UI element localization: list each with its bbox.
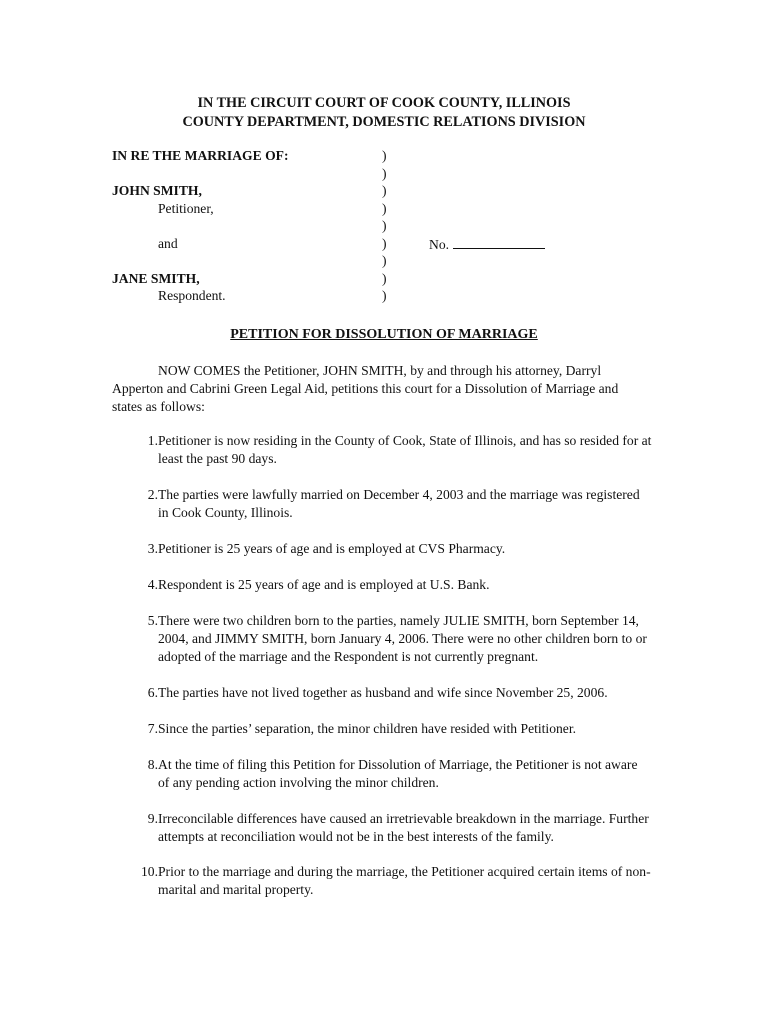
and-label: and	[158, 235, 178, 251]
item-text: The parties were lawfully married on December 4, 2003 and the marriage was registered in Cook County, Illinois.	[158, 487, 640, 520]
item-number: 2.	[147, 487, 158, 502]
caption-paren: )	[382, 218, 387, 233]
item-text: At the time of filing this Petition for Dissolution of Marriage, the Petitioner is not aware of any pending action involving the minor children.	[158, 757, 638, 790]
docket-blank-line	[453, 235, 545, 249]
petitioner-name: JOHN SMITH,	[112, 183, 202, 198]
caption-paren: )	[382, 148, 387, 163]
item-number: 6.	[147, 685, 158, 700]
document-title: PETITION FOR DISSOLUTION OF MARRIAGE	[230, 327, 538, 342]
item-number: 4.	[147, 577, 158, 592]
item-number: 5.	[147, 613, 158, 628]
case-caption	[112, 147, 592, 305]
caption-paren: )	[382, 165, 387, 181]
court-line-2: COUNTY DEPARTMENT, DOMESTIC RELATIONS DIVISION	[182, 114, 586, 130]
item-text: There were two children born to the parties, namely JULIE SMITH, born September 14, 2004, and JIMMY SMITH, born January 4, 2006. There were no other children born to or adopted of the marriage and the Respondent is not currently pregnant.	[158, 613, 647, 664]
item-number: 3.	[147, 541, 158, 556]
caption-paren: )	[382, 253, 387, 268]
respondent-name: JANE SMITH,	[112, 270, 200, 286]
docket-label: No.	[429, 236, 450, 252]
item-number: 1.	[147, 433, 158, 448]
item-text: Irreconcilable differences have caused an irretrievable breakdown in the marriage. Further attempts at reconciliation would not be in the best interests of the family.	[158, 811, 649, 844]
respondent-role: Respondent.	[158, 288, 226, 303]
item-text: The parties have not lived together as husband and wife since November 25, 2006.	[158, 685, 608, 700]
item-number: 10.	[141, 864, 158, 879]
in-re-label: IN RE THE MARRIAGE OF:	[112, 148, 289, 163]
item-text: Since the parties’ separation, the minor children have resided with Petitioner.	[158, 721, 577, 736]
court-line-1: IN THE CIRCUIT COURT OF COOK COUNTY, ILLINOIS	[197, 95, 571, 111]
item-text: Petitioner is now residing in the County of Cook, State of Illinois, and has so resided for at least the past 90 days.	[158, 433, 652, 466]
item-number: 9.	[147, 811, 158, 826]
item-text: Respondent is 25 years of age and is employed at U.S. Bank.	[158, 577, 490, 592]
petitioner-role: Petitioner,	[158, 200, 214, 216]
caption-paren: )	[382, 200, 387, 216]
item-text: Prior to the marriage and during the marriage, the Petitioner acquired certain items of non-marital and marital property.	[158, 864, 651, 897]
item-text: Petitioner is 25 years of age and is employed at CVS Pharmacy.	[158, 541, 506, 556]
caption-paren: )	[382, 183, 387, 198]
item-number: 7.	[147, 721, 158, 736]
court-heading	[0, 94, 768, 132]
caption-paren: )	[382, 235, 387, 251]
caption-paren: )	[382, 270, 387, 286]
docket-number	[429, 235, 545, 254]
caption-paren: )	[382, 288, 387, 303]
intro-paragraph: NOW COMES the Petitioner, JOHN SMITH, by and through his attorney, Darryl Apperton and Cabrini Green Legal Aid, petitions this court for a Dissolution of Marriage and states as follows:	[112, 363, 619, 414]
item-number: 8.	[147, 757, 158, 772]
